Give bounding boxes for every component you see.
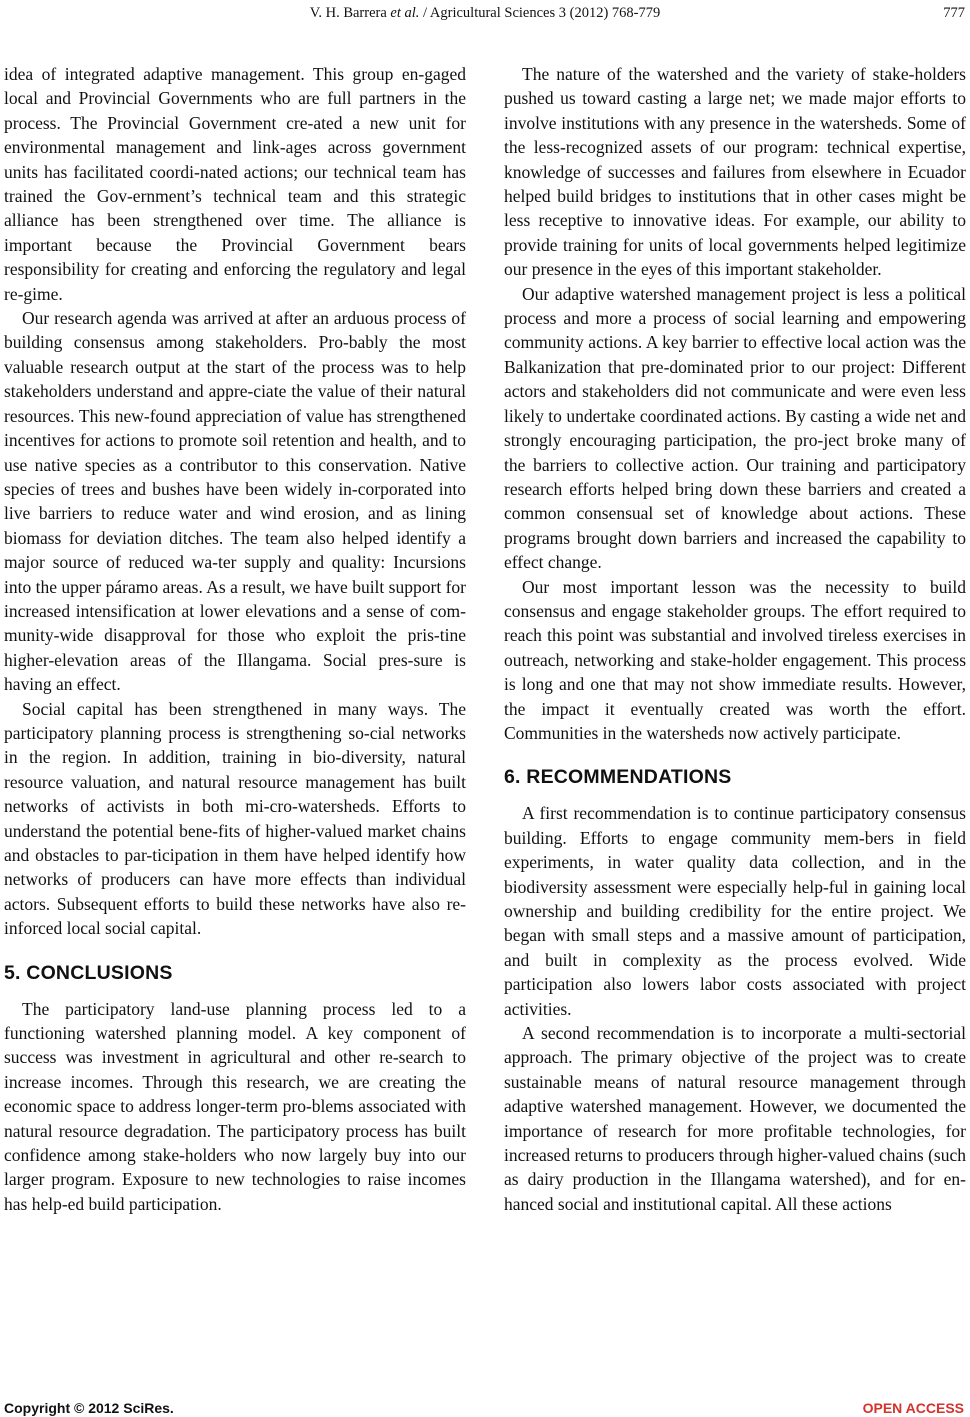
section-heading-recommendations: 6. RECOMMENDATIONS: [504, 766, 732, 789]
paragraph: A second recommendation is to incorporate a multi-sectorial approach. The primary objective of the project was to create sustainable means of natural resource management through adaptive watershed management. However, we documented the importance of research for more profitable technologies, for increased returns to producers through higher-valued chains (such as dairy production in the Illangama watershed), and for en-hanced social and institutional capital. All these actions: [504, 1023, 966, 1214]
paragraph: The nature of the watershed and the variety of stake-holders pushed us toward casting a large net; we made major efforts to involve institutions with any presence in the watersheds. Some of the less-recognized assets of our program: technical expertise, knowledge of successes and failures from elsewhere in Ecuador helped build bridges to institutions that in other cases might be less receptive to innovative ideas. For example, our ability to provide training for units of local governments helped legitimize our presence in the eyes of this important stakeholder.: [504, 64, 966, 280]
left-column: [4, 62, 466, 1216]
paragraph: Our adaptive watershed management project is less a political process and more a process of social learning and empowering community actions. A key barrier to effective local action was the Balkanization that pre-dominated prior to our project: Different actors and stakeholders did not communicate and were even less likely to undertake coordinated actions. By casting a wide net and strongly encouraging participation, the pro-ject broke many of the barriers to collective action. Our training and participatory research efforts helped bring down these barriers and created a common consensual set of knowledge about actions. These programs brought down barriers and increased the capability to effect change.: [504, 283, 966, 573]
running-header: [0, 3, 970, 23]
paragraph: Our most important lesson was the necessity to build consensus and engage stakeholder groups. The effort required to reach this point was substantial and involved tireless exercises in outreach, networking and stake-holder engagement. This process is long and one that may not show immediate results. However, the impact it eventually created was worth the effort. Communities in the watersheds now actively participate.: [504, 576, 966, 743]
paragraph: The participatory land-use planning process led to a functioning watershed planning model. A key component of success was investment in agricultural and other re-search to increase incomes. Through this research, we are creating the economic space to address longer-term pro-blems associated with natural resource degradation. The participatory process has built confidence among stake-holders who now largely buy into our larger program. Exposure to new technologies to raise incomes has help-ed build participation.: [4, 998, 466, 1214]
paragraph: Social capital has been strengthened in many ways. The participatory planning process is strengthening so-cial networks in the region. In addition, training in bio-diversity, natural resource valuation, and natural resource management has built networks of activists in both mi-cro-watersheds. Efforts to understand the potential bene-fits of higher-valued market chains and obstacles to par-ticipation in them have helped identify how networks of producers can have more effects than individual actors. Subsequent efforts to build these networks have also re-inforced local social capital.: [4, 698, 466, 939]
journal-citation: [0, 3, 970, 23]
page-number: 777: [943, 5, 965, 21]
right-column: [504, 62, 966, 1216]
paragraph: idea of integrated adaptive management. This group en-gaged local and Provincial Governments who are full partners in the process. The Provincial Government cre-ated a new unit for environmental management and link-ages across government units has facilitated coordi-nated actions; our technical team has trained the Gov-ernment’s technical team and this strategic alliance has been strengthened over time. The alliance is important because the Provincial Government bears responsibility for creating and enforcing the regulatory and legal re-gime.: [4, 64, 466, 304]
paragraph: Our research agenda was arrived at after an arduous process of building consensus among stakeholders. Pro-bably the most valuable research output at the start of the process was to help stakeholders understand and appre-ciate the value of their natural resources. This new-found appreciation of value has strengthened incentives for actions to promote soil retention and health, and to use native species as a contributor to this conservation. Native species of trees and bushes have been widely in-corporated into live barriers to reduce water and wind erosion, and as lining biomass for deviation ditches. The team also helped identify a major source of reduced wa-ter supply and quality: Incursions into the upper páramo areas. As a result, we have built support for increased intensification at lower elevations and a sense of com-munity-wide disapproval for those who exploit the pris-tine higher-elevation areas of the Illangama. Social pres-sure is having an effect.: [4, 308, 466, 695]
paragraph: A first recommendation is to continue participatory consensus building. Efforts to engage community mem-bers in field experiments, in water quality data collection, and in the biodiversity assessment were especially help-ful in gaining local ownership and building credibility for the entire project. We began with small steps and a massive amount of participation, and built in complexity as the process evolved. Wide participation also lowers labor costs associated with project activities.: [504, 803, 966, 1019]
journal-info: / Agricultural Sciences 3 (2012) 768-779: [419, 5, 661, 21]
section-heading-conclusions: 5. CONCLUSIONS: [4, 961, 173, 984]
et-al: et al.: [390, 5, 420, 21]
page-footer: [0, 1399, 970, 1417]
copyright-notice: Copyright © 2012 SciRes.: [4, 1400, 174, 1416]
author-prefix: V. H. Barrera: [309, 5, 391, 21]
open-access-label: OPEN ACCESS: [862, 1400, 964, 1416]
